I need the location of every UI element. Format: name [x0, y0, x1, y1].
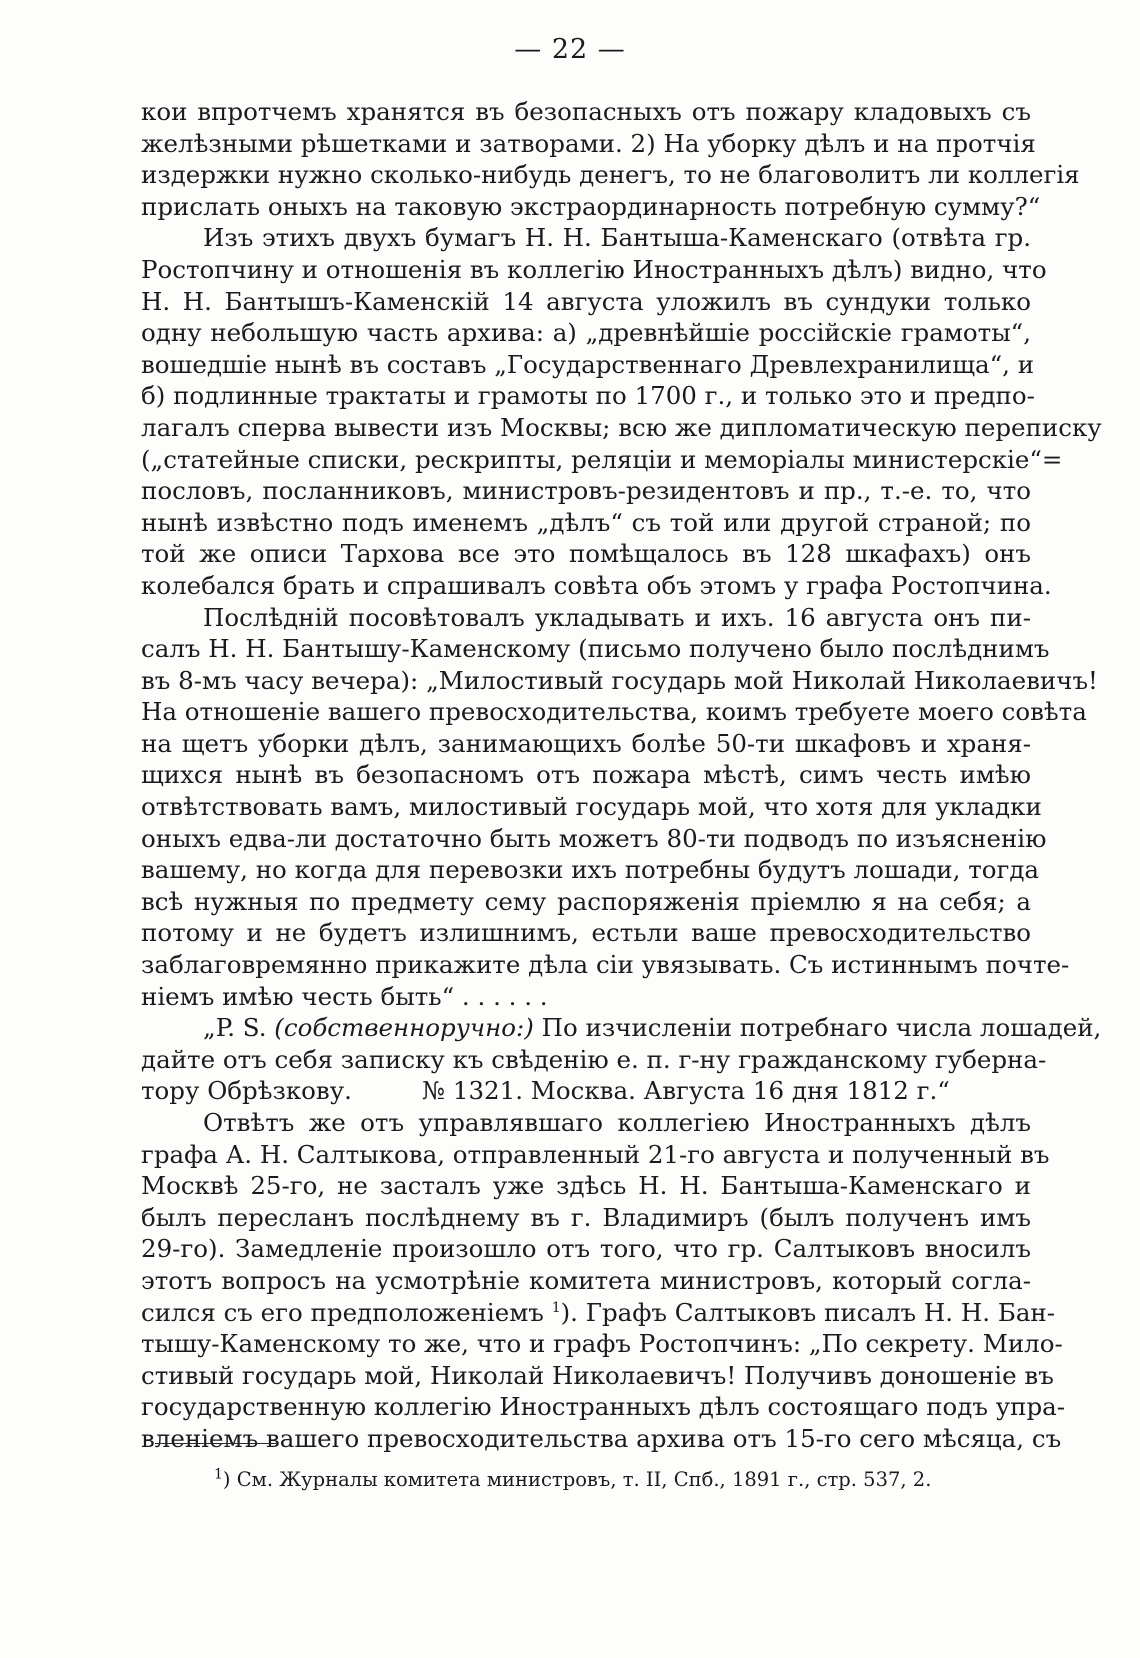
text-line: потому и не будетъ излишнимъ, естьли ваше превосходительство: [141, 918, 1031, 948]
text-line: отвѣтствовать вамъ, милостивый государь мой, что хотя для укладки: [141, 792, 1042, 822]
text-line: желѣзными рѣшетками и затворами. 2) На уборку дѣлъ и на протчія: [141, 128, 1036, 158]
footnote-marker: 1: [214, 1466, 223, 1483]
postscript-line: [141, 1012, 1102, 1044]
paragraph-start-line: Послѣдній посовѣтовалъ укладывать и ихъ. 16 августа онъ пи-: [203, 602, 1031, 632]
text-line: той же описи Тархова все это помѣщалось въ 128 шкафахъ) онъ: [141, 539, 1031, 569]
paragraph-start-line: Изъ этихъ двухъ бумагъ Н. Н. Бантыша-Каменскаго (отвѣта гр.: [203, 223, 1031, 253]
text-line: Ростопчину и отношенія въ коллегію Иностранныхъ дѣлъ) видно, что: [141, 254, 1047, 284]
text-line: 29-го). Замедленіе произошло отъ того, что гр. Салтыковъ вносилъ: [141, 1234, 1031, 1264]
line-part: ). Графъ Салтыковъ писалъ Н. Н. Бан-: [560, 1297, 1056, 1327]
text-line: ніемъ имѣю честь быть“ . . . . . .: [141, 981, 548, 1011]
paragraph-start-line: Отвѣтъ же отъ управлявшаго коллегіею Иностранныхъ дѣлъ: [203, 1108, 1031, 1137]
text-line: заблаговремянно прикажите дѣла сіи увязывать. Съ истиннымъ почте-: [141, 950, 1070, 980]
text-line: былъ пересланъ послѣднему въ г. Владимиръ (былъ полученъ имъ: [141, 1202, 1031, 1232]
page-number: — 22 —: [514, 34, 626, 65]
body-text: [141, 96, 1102, 1455]
text-line: На отношеніе вашего превосходительства, коимъ требуете моего совѣта: [141, 697, 1087, 727]
text-line: вленіемъ вашего превосходительства архива отъ 15-го сего мѣсяца, съ: [141, 1423, 1062, 1453]
text-line: на щетъ уборки дѣлъ, занимающихъ болѣе 50-ти шкафовъ и храня-: [141, 728, 1031, 758]
text-line: государственную коллегію Иностранныхъ дѣлъ состоящаго подъ упра-: [141, 1392, 1066, 1422]
text-line: стивый государь мой, Николай Николаевичъ! Получивъ доношеніе въ: [141, 1360, 1054, 1390]
postscript-recipient: тору Обрѣзкову.: [141, 1076, 352, 1106]
footnote: [214, 1466, 931, 1494]
text-line: издержки нужно сколько-нибудь денегъ, то не благоволитъ ли коллегія: [141, 160, 1080, 190]
text-line: одну небольшую часть архива: а) „древнѣйшіе россійскіе грамоты“,: [141, 318, 1031, 348]
text-line: Москвѣ 25-го, не засталъ уже здѣсь Н. Н. Бантыша-Каменскаго и: [141, 1171, 1031, 1201]
text-line: оныхъ едва-ли достаточно быть можетъ 80-ти подводъ по изъясненію: [141, 823, 1047, 853]
postscript-text: По изчисленіи потребнаго числа лошадей,: [541, 1013, 1102, 1043]
text-line: салъ Н. Н. Бантышу-Каменскому (письмо получено было послѣднимъ: [141, 634, 1050, 664]
footnote-reference: 1: [551, 1299, 561, 1316]
text-line: пословъ, посланниковъ, министровъ-резидентовъ и пр., т.-е. то, что: [141, 476, 1031, 506]
text-line: всѣ нужныя по предмету сему распоряженія пріемлю я на себя; а: [141, 886, 1031, 916]
line-part: сился съ его предположеніемъ: [141, 1297, 544, 1327]
postscript-note: (собственноручно:): [274, 1013, 534, 1043]
footnote-text: ) См. Журналы комитета министровъ, т. II, Спб., 1891 г., стр. 537, 2.: [222, 1468, 932, 1491]
text-line: прислать оныхъ на таковую экстраординарность потребную сумму?“: [141, 191, 1041, 221]
text-line: въ 8-мъ часу вечера): „Милостивый государь мой Николай Николаевичъ!: [141, 665, 1098, 695]
text-line: вошедшіе нынѣ въ составъ „Государственнаго Древлехранилища“, и: [141, 349, 1035, 379]
text-line: кои впротчемъ хранятся въ безопасныхъ отъ пожару кладовыхъ съ: [141, 97, 1031, 126]
text-line: щихся нынѣ въ безопасномъ отъ пожара мѣстѣ, симъ честь имѣю: [141, 760, 1031, 790]
text-line: дайте отъ себя записку къ свѣденію е. п. г-ну гражданскому губерна-: [141, 1044, 1047, 1074]
footnote-ref-line: [141, 1297, 1056, 1329]
text-line: Н. Н. Бантышъ-Каменскій 14 августа уложилъ въ сундуки только: [141, 286, 1031, 316]
text-line: этотъ вопросъ на усмотрѣніе комитета министровъ, который согла-: [141, 1265, 1031, 1295]
postscript-mark: „P. S.: [203, 1013, 267, 1043]
footnote-divider: [155, 1443, 277, 1444]
text-line: графа А. Н. Салтыкова, отправленный 21-го августа и полученный въ: [141, 1139, 1050, 1169]
postscript-signature-line: [141, 1075, 1031, 1107]
text-line: нынѣ извѣстно подъ именемъ „дѣлъ“ съ той или другой страной; по: [141, 507, 1031, 537]
text-line: лагалъ сперва вывести изъ Москвы; всю же дипломатическую переписку: [141, 412, 1102, 442]
text-line: б) подлинные трактаты и грамоты по 1700 г., и только это и предпо-: [141, 381, 1035, 411]
text-line: колебался брать и спрашивалъ совѣта объ этомъ у графа Ростопчина.: [141, 570, 1052, 600]
text-line: тышу-Каменскому то же, что и графъ Ростопчинъ: „По секрету. Мило-: [141, 1329, 1063, 1359]
text-line: вашему, но когда для перевозки ихъ потребны будутъ лошади, тогда: [141, 855, 1040, 885]
text-line: („статейные списки, рескрипты, реляціи и меморіалы министерскіе“=: [141, 444, 1063, 474]
letter-date: № 1321. Москва. Августа 16 дня 1812 г.“: [421, 1076, 950, 1106]
